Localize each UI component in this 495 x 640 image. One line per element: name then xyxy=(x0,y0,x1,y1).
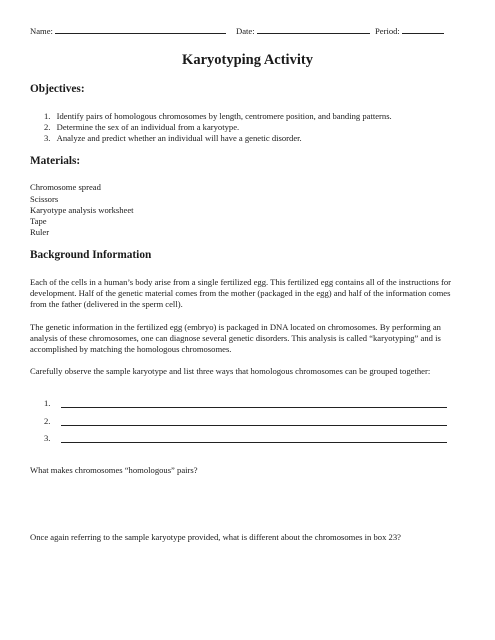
date-field xyxy=(236,25,370,37)
period-field xyxy=(375,25,444,37)
background-heading: Background Information xyxy=(30,249,152,261)
answer-blank[interactable] xyxy=(61,442,447,443)
background-paragraph: The genetic information in the fertilized egg (embryo) is packaged in DNA located on chromosomes. By performing an analysis of these chromosomes, one can diagnose several genetic disorders. This analysis is called “karyotyping” and is accomplished by matching the homologous chromosomes. xyxy=(30,322,441,355)
answer-blank[interactable] xyxy=(61,425,447,426)
material-item: Scissors xyxy=(30,194,59,204)
answer-number: 3. xyxy=(44,433,51,443)
name-field xyxy=(30,25,226,37)
answer-line[interactable] xyxy=(44,416,447,428)
period-blank xyxy=(402,25,444,34)
objective-text: Analyze and predict whether an individual will have a genetic disorder. xyxy=(56,133,302,143)
question-homologous: What makes chromosomes “homologous” pairs? xyxy=(30,465,198,475)
background-paragraph: Each of the cells in a human’s body arise from a single fertilized egg. This fertilized egg contains all of the instructions for development. Half of the genetic material comes from the mother (packaged in the egg) and half of the information comes from the father (delivered in the sperm cell). xyxy=(30,277,452,310)
answer-line[interactable] xyxy=(44,433,447,445)
objective-item xyxy=(44,111,392,122)
period-label: Period: xyxy=(375,26,400,36)
objective-number: 2. xyxy=(44,122,51,132)
page-title: Karyotyping Activity xyxy=(182,52,313,68)
objective-item xyxy=(44,122,239,133)
answer-number: 2. xyxy=(44,416,51,426)
objective-text: Determine the sex of an individual from a karyotype. xyxy=(56,122,240,132)
material-item: Karyotype analysis worksheet xyxy=(30,205,134,215)
materials-heading: Materials: xyxy=(30,155,81,167)
name-label: Name: xyxy=(30,26,53,36)
name-blank xyxy=(55,25,226,34)
background-paragraph: Carefully observe the sample karyotype and list three ways that homologous chromosomes can be grouped together: xyxy=(30,366,431,376)
answer-number: 1. xyxy=(44,398,51,408)
objective-number: 1. xyxy=(44,111,51,121)
answer-blank[interactable] xyxy=(61,407,447,408)
objective-item xyxy=(44,133,302,144)
objective-text: Identify pairs of homologous chromosomes by length, centromere position, and banding patterns. xyxy=(56,111,392,121)
material-item: Chromosome spread xyxy=(30,182,101,192)
date-blank xyxy=(257,25,370,34)
objectives-heading: Objectives: xyxy=(30,83,85,95)
objective-number: 3. xyxy=(44,133,51,143)
material-item: Ruler xyxy=(30,227,50,237)
material-item: Tape xyxy=(30,216,47,226)
date-label: Date: xyxy=(236,26,255,36)
question-box-23: Once again referring to the sample karyotype provided, what is different about the chromosomes in box 23? xyxy=(30,532,401,542)
answer-line[interactable] xyxy=(44,398,447,410)
